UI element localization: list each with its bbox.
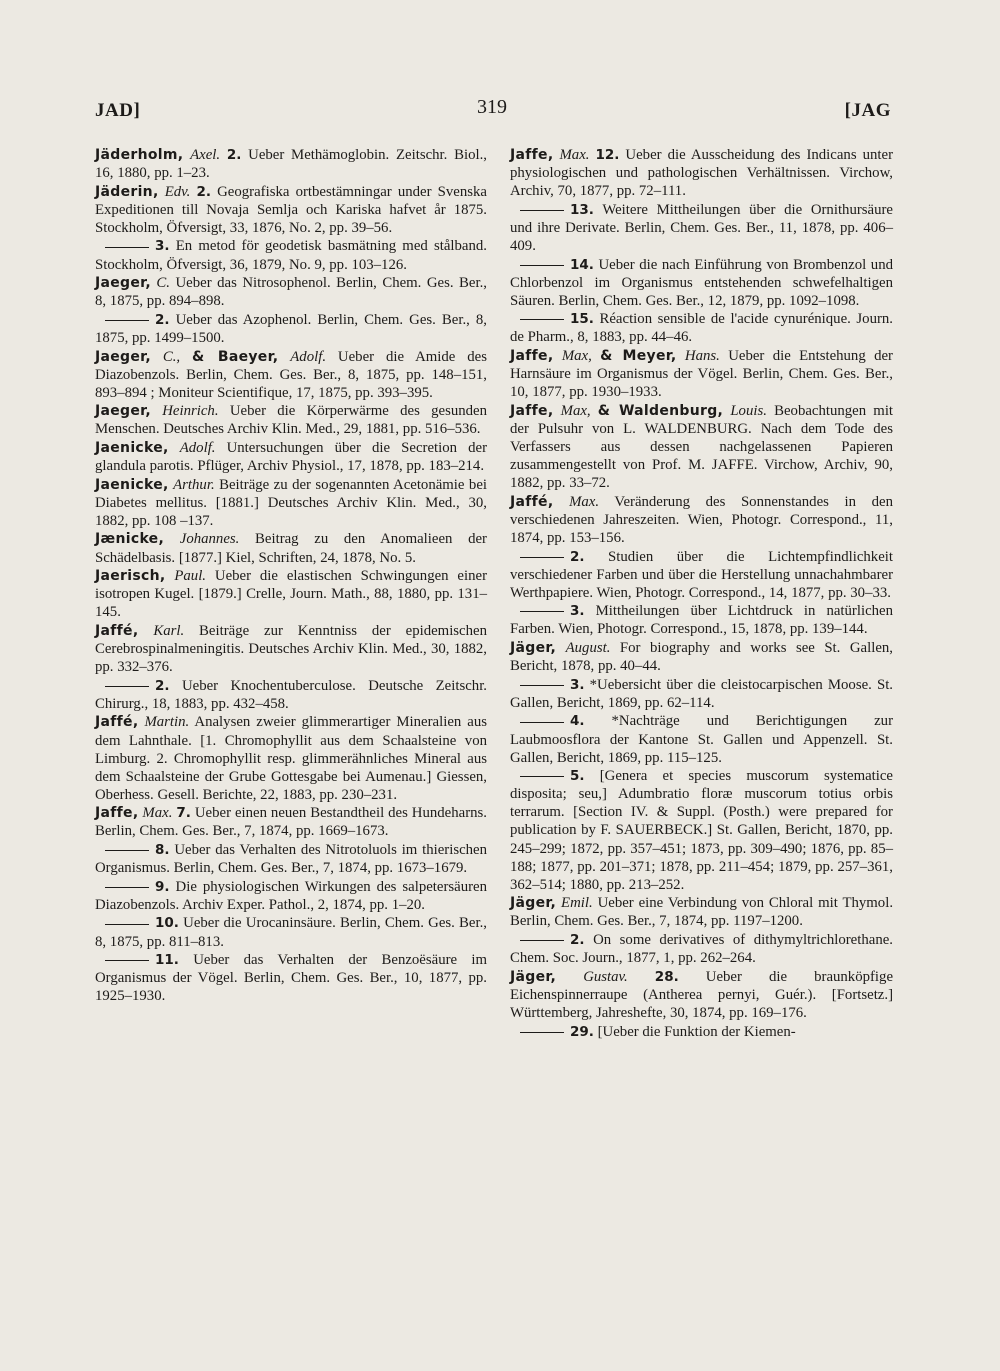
- bibliography-entry: [510, 676, 893, 712]
- author-given-name: Max,: [560, 402, 591, 419]
- author-name: Jaeger,: [95, 403, 151, 420]
- entry-number: 12.: [595, 147, 620, 163]
- bibliography-entry: [510, 402, 893, 492]
- entry-text: Untersuchungen über die Secretion der glandula parotis. Pflüger, Archiv Physiol., 17, 1878, pp. 183–214.: [95, 440, 487, 475]
- coauthor-given-name: Louis.: [730, 402, 767, 419]
- entry-text: Ueber die elastischen Schwingungen einer isotropen Kugel. [1879.] Crelle, Journ. Math., 88, 1880, pp. 131–145.: [95, 568, 488, 621]
- entry-number: 5.: [570, 768, 585, 785]
- author-given-name: Emil.: [561, 895, 593, 912]
- entry-text: *Nachträge und Berichtigungen zur Laubmoosflora der Kantone St. Gallen und Appenzell. St. Gallen, Bericht, 1869, pp. 115–125.: [510, 713, 893, 766]
- entry-text: Ueber die Amide des Diazobenzols. Berlin, Chem. Ges. Ber., 8, 1875, pp. 148–151, 893–894 ; Moniteur Scientifique, 17, 1875, pp. 393–395.: [95, 348, 487, 401]
- entry-text: *Uebersicht über die cleistocarpischen Moose. St. Gallen, Bericht, 1869, pp. 62–114.: [510, 676, 894, 711]
- entry-number: 28.: [654, 968, 679, 985]
- entry-text: Ueber die nach Einführung von Brombenzol und Chlorbenzol im Organismus entstehenden schwefelhaltigen Säuren. Berlin, Chem. Ges. Ber., 12, 1879, pp. 1092–1098.: [510, 256, 893, 309]
- entry-text: Ueber das Verhalten des Nitrotoluols im thierischen Organismus. Berlin, Chem. Ges. Ber., 7, 1874, pp. 1673–1679.: [95, 842, 488, 877]
- entry-number: 29.: [570, 1023, 594, 1040]
- author-name: Jaerisch,: [95, 568, 166, 585]
- entry-text: Beobachtungen mit der Pulsuhr von L. WALDENBURG. Nach dem Tode des Verfassers aus dessen nachgelassenen Papieren zusammengestellt von Prof. M. JAFFE. Virchow, Archiv, 90, 1882, pp. 33–72.: [510, 402, 894, 492]
- bibliography-entry: [95, 622, 487, 676]
- author-name: Jaffe,: [510, 147, 554, 163]
- bibliography-entry: [95, 439, 487, 475]
- coauthor-given-name: Hans.: [684, 348, 720, 365]
- header-left-guide-word: JAD]: [95, 100, 141, 121]
- author-given-name: Max.: [559, 147, 590, 163]
- bibliography-entry: [510, 146, 893, 200]
- entry-number: 10.: [155, 915, 179, 932]
- bibliography-entry: [95, 878, 487, 914]
- bibliography-entry: [95, 476, 487, 530]
- author-given-name: C.: [156, 275, 170, 292]
- author-name: Jaffe,: [510, 402, 554, 419]
- author-name: Jäger,: [510, 640, 557, 657]
- coauthor-name: & Waldenburg,: [597, 402, 724, 419]
- entry-number: 8.: [155, 842, 170, 859]
- bibliography-entry: [510, 256, 893, 310]
- ditto-dash: [105, 320, 149, 321]
- bibliography-entry: [510, 548, 893, 602]
- author-name: Jænicke,: [95, 531, 165, 548]
- author-given-name: Heinrich.: [162, 403, 219, 420]
- author-name: Jäderin,: [95, 183, 159, 200]
- page-number: 319: [477, 96, 507, 118]
- entry-number: 11.: [155, 952, 179, 969]
- author-given-name: Karl.: [153, 622, 185, 639]
- bibliography-entry: [95, 237, 487, 273]
- coauthor-name: & Baeyer,: [192, 348, 279, 365]
- ditto-dash: [105, 247, 149, 248]
- entry-text: En metod för geodetisk basmätning med stålband. Stockholm, Öfversigt, 36, 1879, No. 9, pp. 103–126.: [95, 238, 487, 273]
- bibliography-entry: [95, 567, 487, 621]
- entry-text: Ueber eine Verbindung von Chloral mit Thymol. Berlin, Chem. Ges. Ber., 7, 1874, pp. 1197–1200.: [510, 895, 894, 930]
- left-column: [95, 146, 487, 1006]
- bibliography-entry: [95, 183, 487, 237]
- ditto-dash: [520, 611, 564, 612]
- author-name: Jäger,: [510, 968, 557, 985]
- entry-text: Ueber Knochentuberculose. Deutsche Zeitschr. Chirurg., 18, 1883, pp. 432–458.: [95, 677, 488, 712]
- author-name: Jaenicke,: [95, 440, 169, 456]
- ditto-dash: [520, 940, 564, 941]
- entry-number: 15.: [570, 311, 594, 328]
- author-name: Jaeger,: [95, 348, 151, 365]
- entry-text: [Genera et species muscorum systematice disposita; seu,] Adumbratio floræ muscorum totius orbis terrarum. [Section IV. & Suppl. (Posth.) were prepared for publication by F. SAUERBECK.] St. Gallen, Bericht, 1870, pp. 245–299; 1872, pp. 357–451; 1873, pp. 309–490; 1876, pp. 85–188; 1877, pp. 201–371; 1878, pp. 211–454; 1879, pp. 257–361, 362–514; 1880, pp. 213–252.: [510, 768, 893, 893]
- bibliography-entry: [510, 894, 893, 930]
- bibliography-entry: [510, 602, 893, 638]
- ditto-dash: [105, 887, 149, 888]
- bibliography-entry: [95, 146, 487, 182]
- bibliography-entry: [95, 348, 487, 402]
- entry-number: 3.: [570, 676, 585, 693]
- author-name: Jaffe,: [95, 805, 139, 822]
- right-column: [510, 146, 893, 1041]
- entry-text: Geografiska ortbestämningar under Svenska Expeditionen till Novaja Semlja och Kariska hafvet år 1875. Stockholm, Öfversigt, 33, 1876, No. 2, pp. 39–56.: [95, 183, 487, 236]
- entry-number: 2.: [226, 147, 242, 163]
- entry-number: 3.: [570, 603, 585, 620]
- bibliography-entry: [95, 402, 487, 438]
- entry-text: Die physiologischen Wirkungen des salpetersäuren Diazobenzols. Archiv Exper. Pathol., 2, 1874, pp. 1–20.: [95, 878, 488, 913]
- coauthor-given-name: Adolf.: [290, 348, 327, 365]
- author-name: Jaffé,: [95, 714, 139, 731]
- entry-number: 13.: [570, 201, 594, 218]
- bibliography-entry: [95, 841, 487, 877]
- bibliography-entry: [510, 712, 893, 766]
- bibliography-entry: [510, 1023, 893, 1041]
- header-right-guide-word: [JAG: [844, 100, 891, 121]
- entry-text: Analysen zweier glimmerartiger Mineralien aus dem Lahnthale. [1. Chromophyllit aus dem Schaalsteine von Limburg. 2. Chromophyllit resp. glimmerähnliches Mineral aus dem Schaalsteine der Grube Gottesgabe bei Aumenau.] Giessen, Oberhess. Gesell. Berichte, 22, 1883, pp. 230–231.: [95, 714, 487, 803]
- entry-number: 4.: [570, 713, 585, 730]
- bibliography-entry: [510, 310, 893, 346]
- ditto-dash: [520, 1032, 564, 1033]
- ditto-dash: [520, 685, 564, 686]
- bibliography-entry: [510, 968, 893, 1022]
- entry-text: Veränderung des Sonnenstandes in den verschiedenen Jahreszeiten. Wien, Photogr. Correspond., 11, 1874, pp. 153–156.: [510, 493, 893, 546]
- bibliography-entry: [510, 639, 893, 675]
- entry-text: Ueber das Verhalten der Benzoësäure im Organismus der Vögel. Berlin, Chem. Ges. Ber., 10, 1877, pp. 1925–1930.: [95, 952, 487, 1005]
- entry-text: Ueber das Azophenol. Berlin, Chem. Ges. Ber., 8, 1875, pp. 1499–1500.: [95, 311, 487, 346]
- entry-text: Beiträge zu der sogenannten Acetonämie bei Diabetes mellitus. [1881.] Deutsches Archiv Klin. Med., 30, 1882, pp. 108 –137.: [95, 476, 488, 529]
- entry-text: Studien über die Lichtempfindlichkeit verschiedener Farben und über die Herstellung unnachahmbarer Werthpapiere. Wien, Photogr. Correspond., 14, 1877, pp. 30–33.: [510, 548, 893, 601]
- author-name: Jäger,: [510, 895, 557, 912]
- entry-number: 2.: [570, 548, 585, 565]
- entry-text: Ueber die braunköpfige Eichenspinnerraupe (Antherea pernyi, Guér.). [Fortsetz.] Württemberg, Jahreshefte, 30, 1874, pp. 169–176.: [510, 968, 894, 1021]
- entry-number: 2.: [196, 183, 211, 200]
- author-given-name: August.: [565, 640, 611, 657]
- entry-text: Ueber die Körperwärme des gesunden Menschen. Deutsches Archiv Klin. Med., 29, 1881, pp. 516–536.: [95, 403, 488, 438]
- bibliography-entry: [95, 311, 487, 347]
- bibliography-entry: [95, 804, 487, 840]
- entry-text: Ueber die Entstehung der Harnsäure im Organismus der Vögel. Berlin, Chem. Ges. Ber., 10, 1877, pp. 1930–1933.: [510, 348, 893, 401]
- author-given-name: Edv.: [164, 183, 191, 200]
- entry-number: 7.: [176, 805, 191, 822]
- author-given-name: Johannes.: [179, 531, 240, 548]
- entry-text: Ueber Methämoglobin. Zeitschr. Biol., 16, 1880, pp. 1–23.: [95, 147, 487, 182]
- ditto-dash: [520, 776, 564, 777]
- author-name: Jaeger,: [95, 275, 151, 292]
- bibliography-entry: [510, 767, 893, 894]
- author-name: Jäderholm,: [95, 147, 184, 163]
- author-given-name: Adolf.: [179, 440, 216, 456]
- ditto-dash: [520, 722, 564, 723]
- author-name: Jaenicke,: [95, 476, 169, 493]
- ditto-dash: [105, 924, 149, 925]
- entry-text: Beitrag zu den Anomalieen der Schädelbasis. [1877.] Kiel, Schriften, 24, 1878, No. 5.: [95, 531, 487, 566]
- ditto-dash: [520, 557, 564, 558]
- bibliography-entry: [95, 951, 487, 1005]
- entry-text: On some derivatives of dithymyltrichlorethane. Chem. Soc. Journ., 1877, 1, pp. 262–264.: [510, 932, 893, 967]
- entry-text: Mittheilungen über Lichtdruck in natürlichen Farben. Wien, Photogr. Correspond., 15, 1878, pp. 139–144.: [510, 603, 893, 638]
- entry-number: 14.: [570, 256, 594, 273]
- bibliography-entry: [95, 274, 487, 310]
- entry-text: Beiträge zur Kenntniss der epidemischen Cerebrospinalmeningitis. Deutsches Archiv Klin. Med., 30, 1882, pp. 332–376.: [95, 622, 487, 676]
- bibliography-entry: [95, 677, 487, 713]
- bibliography-entry: [510, 931, 893, 967]
- bibliography-entry: [510, 201, 893, 255]
- ditto-dash: [105, 960, 149, 961]
- author-given-name: Paul.: [174, 568, 207, 585]
- author-given-name: Max.: [142, 805, 173, 822]
- entry-number: 2.: [155, 677, 170, 694]
- ditto-dash: [105, 850, 149, 851]
- ditto-dash: [105, 686, 149, 687]
- ditto-dash: [520, 319, 564, 320]
- entry-text: Ueber die Urocaninsäure. Berlin, Chem. Ges. Ber., 8, 1875, pp. 811–813.: [95, 915, 487, 950]
- author-given-name: Axel.: [190, 147, 221, 163]
- bibliography-entry: [510, 493, 893, 547]
- entry-text: Weitere Mittheilungen über die Ornithursäure und ihre Derivate. Berlin, Chem. Ges. Ber., 11, 1878, pp. 406–409.: [510, 201, 893, 254]
- bibliography-entry: [95, 713, 487, 803]
- entry-text: For biography and works see St. Gallen, Bericht, 1878, pp. 40–44.: [510, 640, 893, 675]
- entry-text: Ueber das Nitrosophenol. Berlin, Chem. Ges. Ber., 8, 1875, pp. 894–898.: [95, 275, 487, 310]
- author-name: Jaffe,: [510, 348, 554, 365]
- author-given-name: Arthur.: [173, 476, 215, 493]
- coauthor-name: & Meyer,: [600, 348, 677, 365]
- author-given-name: Gustav.: [583, 968, 628, 985]
- author-name: Jaffé,: [510, 493, 554, 510]
- author-name: Jaffé,: [95, 622, 139, 639]
- author-given-name: Max,: [561, 348, 592, 365]
- entry-number: 2.: [155, 311, 170, 328]
- entry-text: Réaction sensible de l'acide cynurénique. Journ. de Pharm., 8, 1883, pp. 44–46.: [510, 311, 893, 346]
- author-given-name: Max.: [569, 493, 600, 510]
- author-given-name: Martin.: [144, 714, 190, 731]
- entry-text: Ueber einen neuen Bestandtheil des Hundeharns. Berlin, Chem. Ges. Ber., 7, 1874, pp. 1669–1673.: [95, 805, 487, 840]
- bibliography-entry: [95, 530, 487, 566]
- bibliography-entry: [95, 914, 487, 950]
- author-given-name: C.,: [162, 348, 181, 365]
- ditto-dash: [520, 210, 564, 211]
- running-header: [95, 96, 895, 126]
- entry-number: 3.: [155, 238, 170, 255]
- ditto-dash: [520, 265, 564, 266]
- bibliography-entry: [510, 347, 893, 401]
- entry-number: 2.: [570, 932, 585, 949]
- entry-text: Ueber die Ausscheidung des Indicans unter physiologischen und pathologischen Verhältnissen. Virchow, Archiv, 70, 1877, pp. 72–111.: [510, 147, 893, 200]
- entry-text: [Ueber die Funktion der Kiemen-: [597, 1023, 796, 1040]
- entry-number: 9.: [155, 878, 170, 895]
